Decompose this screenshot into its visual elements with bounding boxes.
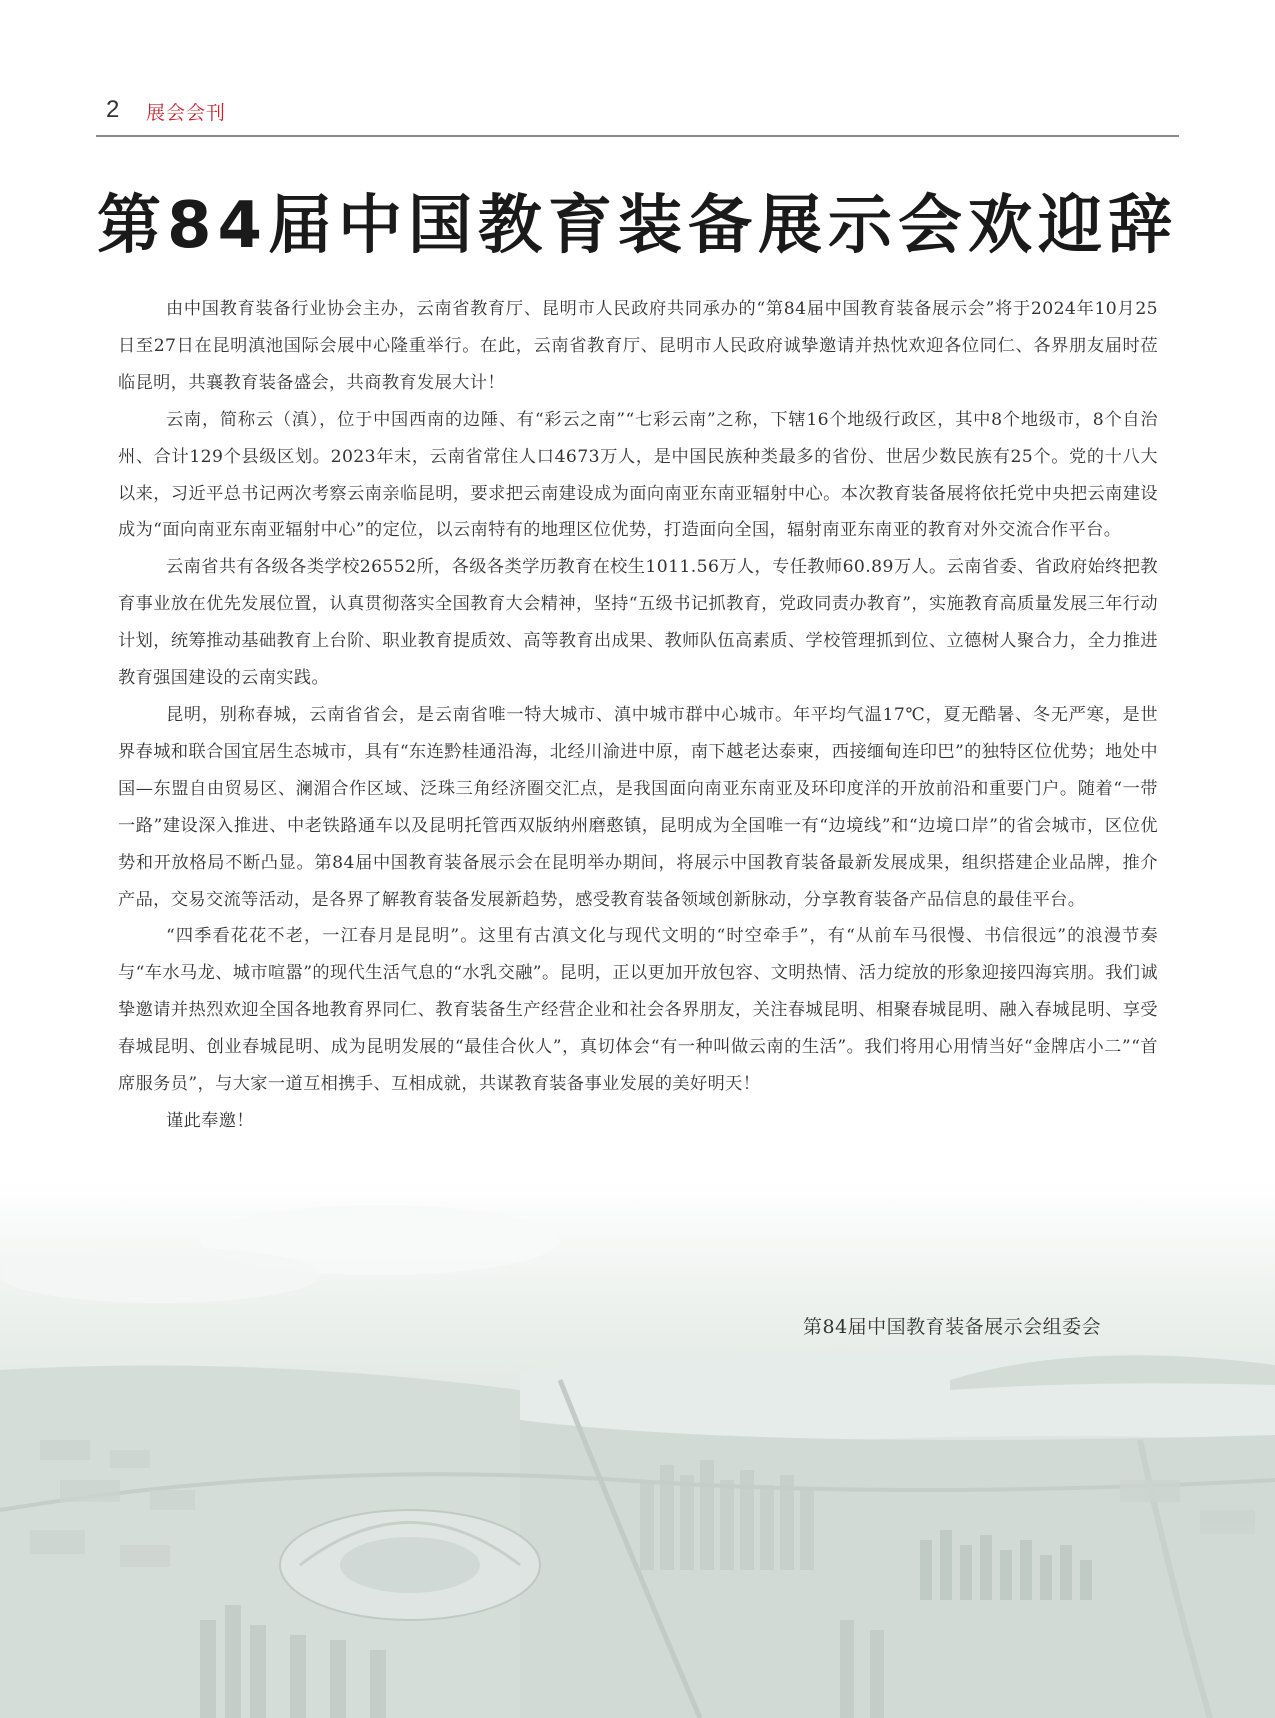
paragraph: “四季看花花不老，一江春月是昆明”。这里有古滇文化与现代文明的“时空牵手”，有“从前车马很慢、书信很远”的浪漫节奏与“车水马龙、城市喧嚣”的现代生活气息的“水乳交融”。昆明，正以更加开放包容、文明热情、活力绽放的形象迎接四海宾朋。我们诚挚邀请并热烈欢迎全国各地教育界同仁、教育装备生产经营企业和社会各界朋友，关注春城昆明、相聚春城昆明、融入春城昆明、享受春城昆明、创业春城昆明、成为昆明发展的“最佳合伙人”，真切体会“有一种叫做云南的生活”。我们将用心用情当好“金牌店小二”“首席服务员”，与大家一道互相携手、互相成就，共谋教育装备事业发展的美好明天！ <box>118 926 1158 1095</box>
paragraph: 昆明，别称春城，云南省省会，是云南省唯一特大城市、滇中城市群中心城市。年平均气温17℃，夏无酷暑、冬无严寒，是世界春城和联合国宜居生态城市，具有“东连黔桂通沿海，北经川渝进中原，南下越老达泰柬，西接缅甸连印巴”的独特区位优势；地处中国—东盟自由贸易区、澜湄合作区域、泛珠三角经济圈交汇点，是我国面向南亚东南亚及环印度洋的开放前沿和重要门户。随着“一带一路”建设深入推进、中老铁路通车以及昆明托管西双版纳州磨憨镇，昆明成为全国唯一有“边境线”和“边境口岸”的省会城市，区位优势和开放格局不断凸显。第84届中国教育装备展示会在昆明举办期间，将展示中国教育装备最新发展成果，组织搭建企业品牌，推介产品，交易交流等活动，是各界了解教育装备发展新趋势，感受教育装备领域创新脉动，分享教育装备产品信息的最佳平台。 <box>118 704 1158 910</box>
header-divider <box>96 135 1179 137</box>
page-header <box>96 92 1178 132</box>
aerial-city-background <box>0 1180 1275 1718</box>
closing-line: 谨此奉邀！ <box>166 1110 254 1131</box>
paragraph: 由中国教育装备行业协会主办，云南省教育厅、昆明市人民政府共同承办的“第84届中国教育装备展示会”将于2024年10月25日至27日在昆明滇池国际会展中心隆重举行。在此，云南省教育厅、昆明市人民政府诚挚邀请并热忱欢迎各位同仁、各界朋友届时莅临昆明，共襄教育装备盛会，共商教育发展大计！ <box>118 299 1158 393</box>
section-label: 展会会刊 <box>146 102 227 124</box>
page-number: 2 <box>106 96 120 123</box>
article-body <box>118 291 1158 1140</box>
paragraph: 云南省共有各级各类学校26552所，各级各类学历教育在校生1011.56万人，专任教师60.89万人。云南省委、省政府始终把教育事业放在优先发展位置，认真贯彻落实全国教育大会精神，坚持“五级书记抓教育，党政同责办教育”，实施教育高质量发展三年行动计划，统筹推动基础教育上台阶、职业教育提质效、高等教育出成果、教师队伍高素质、学校管理抓到位、立德树人聚合力，全力推进教育强国建设的云南实践。 <box>118 557 1158 689</box>
signature: 第84届中国教育装备展示会组委会 <box>803 1316 1102 1338</box>
paragraph: 云南，简称云（滇），位于中国西南的边陲、有“彩云之南”“七彩云南”之称，下辖16个地级行政区，其中8个地级市，8个自治州、合计129个县级区划。2023年末，云南省常住人口4673万人，是中国民族种类最多的省份、世居少数民族有25个。党的十八大以来，习近平总书记两次考察云南亲临昆明，要求把云南建设成为面向南亚东南亚辐射中心。本次教育装备展将依托党中央把云南建设成为“面向南亚东南亚辐射中心”的定位，以云南特有的地理区位优势，打造面向全国，辐射南亚东南亚的教育对外交流合作平台。 <box>118 409 1158 541</box>
article-title: 第84届中国教育装备展示会欢迎辞 <box>96 189 1179 263</box>
